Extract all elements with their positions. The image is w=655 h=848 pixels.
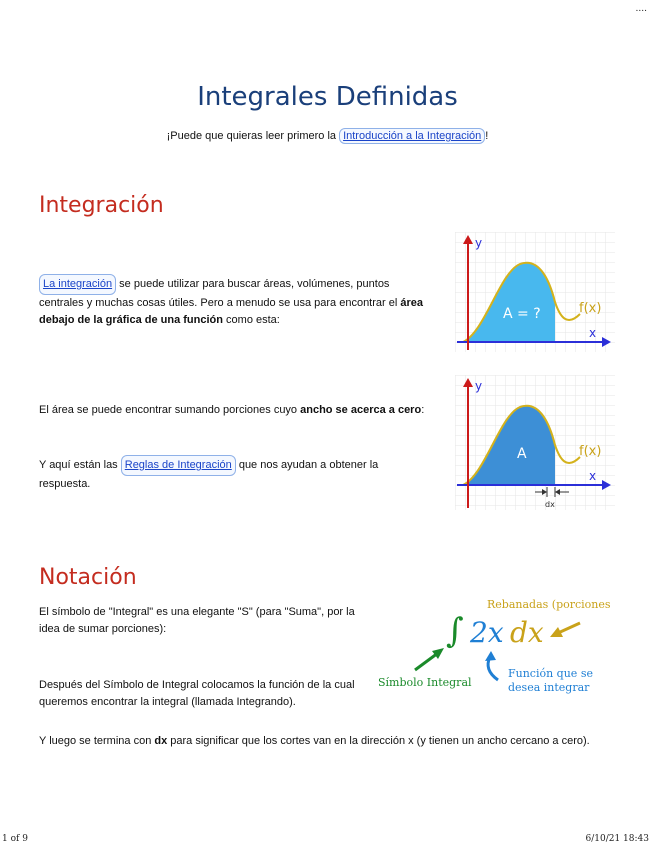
paragraph-dx [39,733,619,750]
paragraph-integral-symbol: El símbolo de "Integral" es una elegante "S" (para "Suma", por la idea de sumar porciones): [39,606,355,635]
paragraph-integrand: Después del Símbolo de Integral colocamos la función de la cual queremos encontrar la integral (llamada Integrando). [39,679,355,708]
graph1-f-label: f(x) [579,301,602,316]
section-heading-integracion: Integración [39,193,164,218]
print-datetime: 6/10/21 18:43 [585,834,649,844]
p1-text2: como esta: [222,314,280,326]
slices-label: Rebanadas (porciones [487,598,611,611]
p3-after: que nos ayudan a obtener la respuesta. [39,459,379,490]
function-label-line2: desea integrar [508,681,590,694]
header-dots: .... [635,4,647,14]
integral-symbol-label: Símbolo Integral [378,676,472,689]
paragraph-integration [39,274,434,329]
intro-link[interactable]: Introducción a la Integración [339,128,485,144]
intro-text-after: ! [485,130,489,142]
area-under-curve-graph [455,232,615,352]
p1-text1: se puede utilizar para buscar áreas, volúmenes, puntos centrales y muchas cosas útiles. Pero a menudo se usa para encontrar el [39,278,401,309]
section-heading-notacion: Notación [39,565,137,590]
graph2-dx-label: dx [545,500,555,509]
p-dx-before: Y luego se termina con [39,735,155,747]
paragraph-rules [39,455,419,493]
p3-before: Y aquí están las [39,459,121,471]
integrand-expression: 2x [470,616,504,649]
paragraph-area [39,402,434,419]
p1-bold: área debajo de la gráfica de una función [39,297,423,326]
page-counter: 1 of 9 [2,834,28,844]
integration-link[interactable]: La integración [39,274,116,295]
sum-of-slices-graph [455,375,615,510]
page-title: Integrales Definidas [197,82,458,112]
graph2-x-label: x [589,469,597,483]
intro-line [0,128,655,144]
p-dx-bold: dx [154,735,168,747]
function-label-line1: Función que se [508,667,593,680]
p2-bold: ancho se acerca a cero [300,404,422,416]
graph2-y-label: y [475,379,483,393]
graph2-f-label: f(x) [579,444,602,459]
intro-text-before: ¡Puede que quieras leer primero la [166,130,340,142]
graph2-area-label: A [517,446,527,462]
p2-text2: : [421,404,425,416]
integral-symbol: ∫ [446,611,464,651]
integral-notation-diagram [380,595,650,700]
graph1-y-label: y [475,236,483,250]
integration-rules-link[interactable]: Reglas de Integración [121,455,236,476]
dx-expression: dx [510,616,544,649]
p-dx-after: para significar que los cortes van en la dirección x (y tienen un ancho cercano a cero). [167,735,590,747]
p2-text1: El área se puede encontrar sumando porciones cuyo [39,404,301,416]
graph1-x-label: x [589,326,597,340]
graph1-area-label: A = ? [503,306,541,322]
